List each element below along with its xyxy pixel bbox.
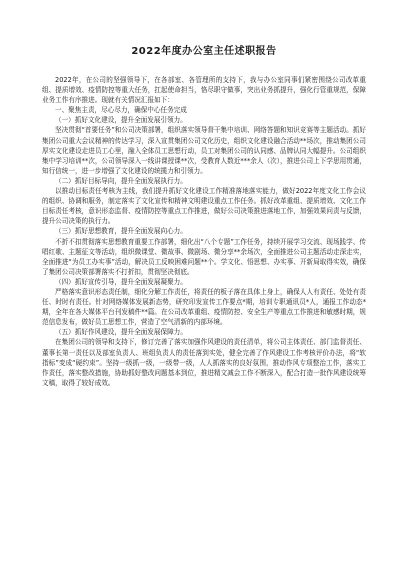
intro-paragraph: 2022年，在公司的坚强领导下，在各部室、各管理所的支持下，我与办公室同事们紧密围绕公司改革重组、提质增效、疫情防控等重大任务，扛起使命担当，恪尽职守做事，突出业务抓提升，强化行管重规范，保障业务工作有序推进。现就有关情况汇报如下： [42,76,366,105]
section-heading-1: 一、聚焦主责，尽心尽力，确保中心任务完成 [55,106,187,115]
paragraph-culture: 坚决贯彻“首要任务”和公司决策部署，组织落实领导督干集中培训、网络答题和知识竞赛等主题活动。抓好集团公司重大会议精神的传达学习，深入宣贯集团公司文化历史，组织文化建设融合活动**场次，推动集团公司厚实文化建设走进员工心里，融入全体员工思想行动，员工对集团公司的认同感、品牌认同大幅提升。公司组织集中学习培训**次，公司领导深入一线讲课授课**次，受教育人数近***余人（次），推进公司上下学思用贯通，知行信统一，进一步增强了文化建设的统揽力和引领力。 [42,126,366,175]
paragraph-style: 在集团公司的领导和支持下，修订完善了落实加强作风建设的责任清单，将公司主体责任、部门监督责任、董事长第一责任以及部室负责人、班组负责人的责任落到实处，健全完善了作风建设工作考核评价办法，将“软指标”变成“硬约束”。坚持一级抓一级，一级带一级，人人抓落实的良好氛围，推动作风专项整治工作，落实工作责任，落实整改措施，协助抓好整改问题基本到位，推进精文减会工作不断深入，配合打造一批作风建设统筹文稿，取得了较好成效。 [42,338,366,387]
subsection-heading-publicity: （四）抓好宣传引导，提升全面发展凝聚力。 [55,277,187,286]
report-title: 2022年度办公室主任述职报告 [131,46,277,57]
subsection-heading-culture: （一）抓好文化建设，提升全面发展引领力。 [55,116,187,125]
paragraph-goals: 以推动目标责任考核为主线，我们提升抓好文化建设工作精准落地落实能力，做好2022年度文化工作会议的组织、协调和服务，制定落实了文化宣传和精神文明建设重点工作任务。抓好改革重组、提质增效、文化工作目标责任考核，意识形态监督、疫情防控等重点工作推进，做好公司决策推进落地工作，加强效果问责与反馈，提升公司决策的执行力。 [42,187,366,226]
subsection-heading-education: （三）抓好思想教育，提升全面发展向心力。 [55,227,187,236]
paragraph-education: 不折不扣贯彻落实思想教育重要工作部署，细化出“八个专题”工作任务，持续开展学习交流、现场践学、传唱红歌、主题征文等活动，组织微课堂、微故事、微剧场、微分享**余场次，全面推进公司主题活动走深走实，全面推进“为员工办实事”活动，解决员工反映困难问题**个。学文化、悟思想、办实事、开新局取得实效，确保了集团公司决策部署落实不打折扣，贯彻坚决彻底。 [42,237,366,276]
subsection-heading-goals: （二）抓好目标导向，提升全面发展执行力。 [55,176,187,185]
paragraph-publicity: 严格落实意识形态责任制，细化分解工作责任，将责任的板子落在具体上身上，确保人人有责任、处处有责任、时时有责任。针对网络媒体发展新态势，研究印发宣传工作要点*期，培训专职通讯员*人，通报工作动态*期，全年在各大媒体平台刊发稿件**篇。在公司改革重组、疫情防控、安全生产等重点工作推进和敏感时期，规范信息发布，做好员工思想工作，营造了空气清新的内部环境。 [42,287,366,327]
subsection-heading-style: （五）抓好作风建设，提升全面发展保障力。 [55,328,187,337]
